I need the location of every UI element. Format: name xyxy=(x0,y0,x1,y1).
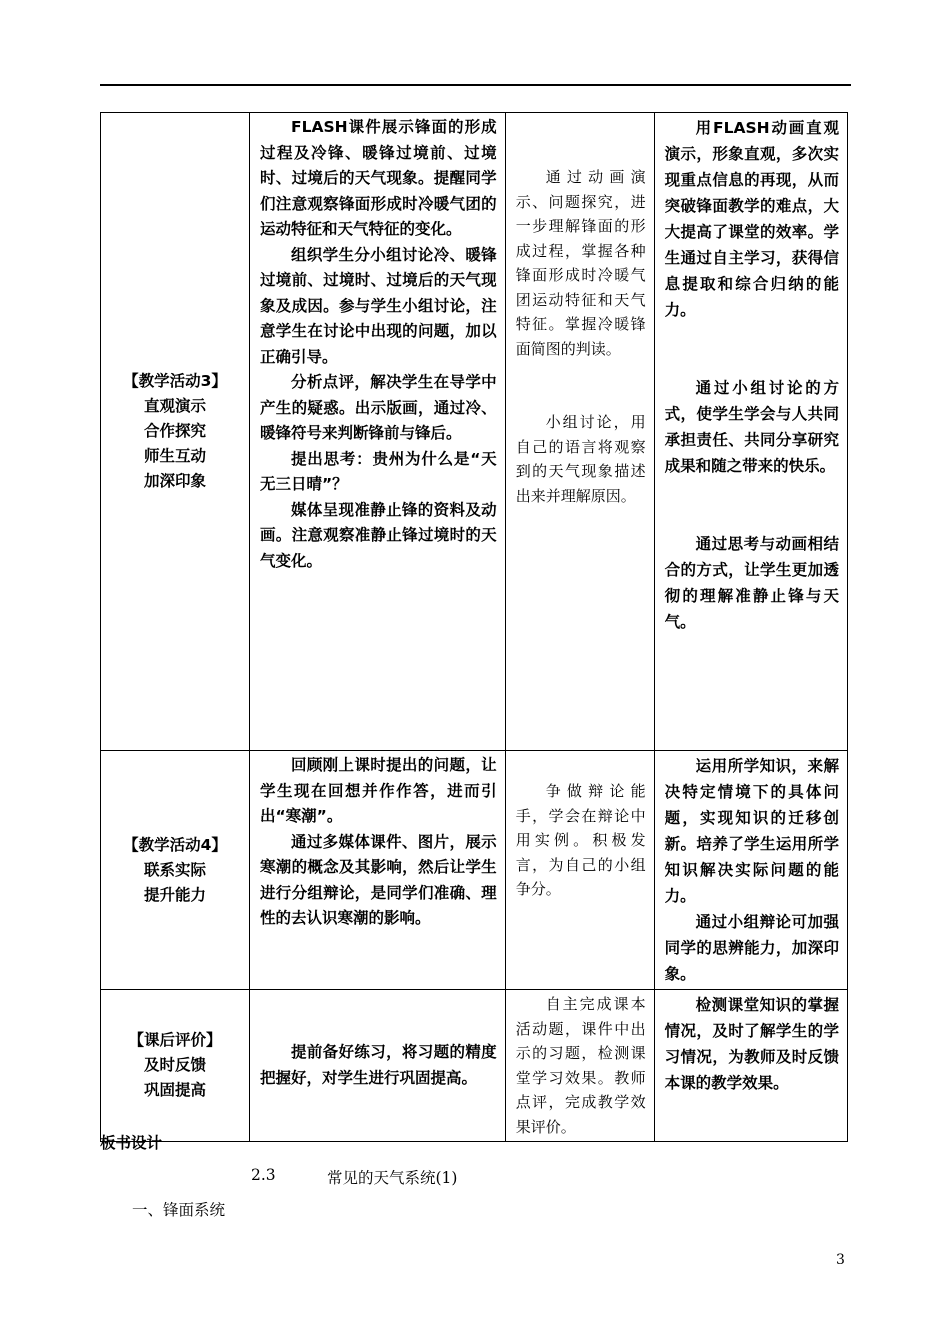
activity-cell xyxy=(101,113,250,751)
activity-step: 及时反馈 xyxy=(143,1056,206,1074)
page-number: 3 xyxy=(836,1252,845,1268)
board-design-heading: 板书设计 xyxy=(100,1134,163,1152)
teacher-paragraph: 提前备好练习，将习题的精度把握好，对学生进行巩固提高。 xyxy=(259,1043,497,1087)
teacher-paragraph: 提出思考：贵州为什么是“天无三日晴”？ xyxy=(259,449,497,493)
lesson-plan-table xyxy=(100,112,848,1142)
teacher-paragraph: 通过多媒体课件、图片，展示寒潮的概念及其影响，然后让学生进行分组辩论，是同学们准确、理性的去认识寒潮的影响。 xyxy=(259,832,497,927)
intent-paragraph: 通过小组讨论的方式，使学生学会与人共同承担责任、共同分享研究成果和随之带来的快乐。 xyxy=(664,379,839,475)
activity-step: 联系实际 xyxy=(143,860,206,879)
activity-step: 直观演示 xyxy=(143,397,206,415)
activity-title: 【课后评价】 xyxy=(128,1031,222,1049)
design-intent-cell xyxy=(654,990,847,1142)
header-rule xyxy=(100,84,851,86)
table-row-evaluation xyxy=(101,990,848,1142)
activity-step: 巩固提高 xyxy=(143,1081,206,1099)
intent-paragraph: 运用所学知识，来解决特定情境下的具体问题，实现知识的迁移创新。培养了学生运用所学知识解决实际问题的能力。 xyxy=(664,757,839,905)
table-row-activity-4 xyxy=(101,751,848,990)
intent-paragraph: 用FLASH动画直观演示，形象直观，多次实现重点信息的再现，从而突破锋面教学的难点，大大提高了课堂的效率。学生通过自主学习，获得信息提取和综合归纳的能力。 xyxy=(664,119,839,319)
activity-cell xyxy=(101,751,250,990)
intent-paragraph: 通过小组辩论可加强同学的思辨能力，加深印象。 xyxy=(664,913,839,983)
teacher-paragraph: FLASH课件展示锋面的形成过程及冷锋、暖锋过境前、过境时、过境后的天气现象。提醒同学们注意观察锋面形成时冷暖气团的运动特征和天气特征的变化。 xyxy=(259,118,497,238)
activity-title: 【教学活动4】 xyxy=(123,835,227,854)
student-paragraph: 自主完成课本活动题，课件中出示的习题，检测课堂学习效果。教师点评，完成教学效果评价。 xyxy=(515,995,646,1136)
teacher-activity-cell xyxy=(249,990,505,1142)
table-row-activity-3 xyxy=(101,113,848,751)
student-paragraph: 争做辩论能手，学会在辩论中用实例。积极发言，为自己的小组争分。 xyxy=(515,782,646,898)
student-paragraph: 通过动画演示、问题探究，进一步理解锋面的形成过程，掌握各种锋面形成时冷暖气团运动特征和天气特征。掌握冷暖锋面简图的判读。 xyxy=(515,168,646,358)
student-activity-cell xyxy=(505,990,654,1142)
activity-step: 合作探究 xyxy=(143,422,206,440)
teacher-paragraph: 分析点评，解决学生在导学中产生的疑惑。出示版画，通过冷、暖锋符号来判断锋前与锋后。 xyxy=(259,373,497,442)
intent-paragraph: 通过思考与动画相结合的方式，让学生更加透彻的理解准静止锋与天气。 xyxy=(664,535,839,631)
student-activity-cell xyxy=(505,113,654,751)
activity-step: 师生互动 xyxy=(143,447,206,465)
activity-title: 【教学活动3】 xyxy=(123,372,227,390)
design-intent-cell xyxy=(654,751,847,990)
teacher-activity-cell xyxy=(249,113,505,751)
board-item: 一、锋面系统 xyxy=(132,1201,226,1219)
teacher-activity-cell xyxy=(249,751,505,990)
student-activity-cell xyxy=(505,751,654,990)
teacher-paragraph: 组织学生分小组讨论冷、暖锋过境前、过境时、过境后的天气现象及成因。参与学生小组讨论，注意学生在讨论中出现的问题，加以正确引导。 xyxy=(259,245,497,366)
activity-step: 提升能力 xyxy=(143,885,206,904)
teacher-paragraph: 回顾刚上课时提出的问题，让学生现在回想并作作答，进而引出“寒潮”。 xyxy=(259,756,497,825)
student-paragraph: 小组讨论，用自己的语言将观察到的天气现象描述出来并理解原因。 xyxy=(515,413,646,505)
design-intent-cell xyxy=(654,113,847,751)
intent-paragraph: 检测课堂知识的掌握情况，及时了解学生的学习情况，为教师及时反馈本课的教学效果。 xyxy=(664,996,839,1092)
activity-step: 加深印象 xyxy=(143,472,206,490)
teacher-paragraph: 媒体呈现准静止锋的资料及动画。注意观察准静止锋过境时的天气变化。 xyxy=(259,500,497,570)
activity-cell xyxy=(101,990,250,1142)
section-number: 2.3 xyxy=(251,1166,276,1184)
section-title: 常见的天气系统(1) xyxy=(327,1169,458,1187)
